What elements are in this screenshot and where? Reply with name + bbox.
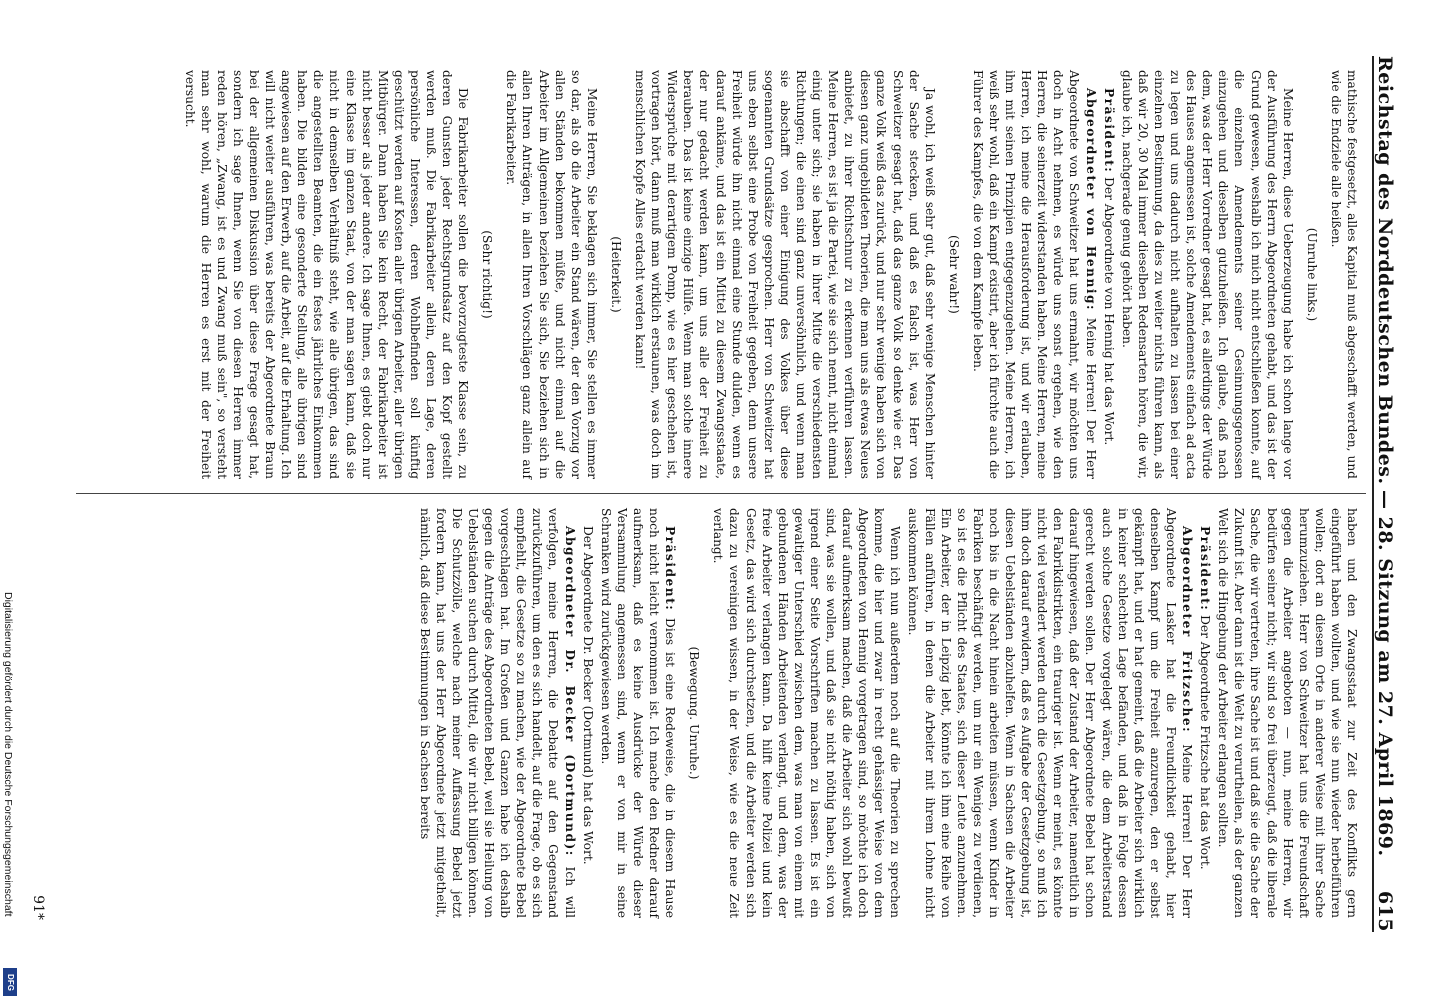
speaker-name: Präsident: [663,526,678,612]
speaker-name: Abgeordneter Dr. Becker (Dortmund): [562,526,577,857]
interjection: (Heiterkeit.) [608,236,623,313]
interjection: (Sehr wahr!) [946,235,961,314]
digitization-note: Digitalisierung gefördert durch die Deutsche Forschungsgemeinschaft [2,592,14,917]
page-number: 615 [1374,890,1396,932]
speech-paragraph [1197,508,1213,918]
speech-text: Der Abgeordnete von Hennig hat das Wort. [1101,177,1116,446]
speaker-name: Präsident: [1101,88,1116,174]
digitization-sidebar [0,0,20,1000]
text-columns [76,56,1366,932]
dfg-logo-text: DFG [5,973,15,991]
text-paragraph: Wenn ich nun außerdem noch auf die Theorien zu sprechen komme, die hier und zwar in recht gehässiger Weise von dem Abgeordneten von Hennig vorgetragen sind, so möchte ich doch darauf aufmerksam machen, daß die Arbeiter sich wohl bewußt sind, was sie wollen, und daß sie nicht nöthig haben, sich von irgend einer Seite Vorschriften machen zu lassen. Es ist ein gewaltiger Unterschied zwischen dem, was man von einem mit gebundenen Händen Arbeitenden verlangt, und dem, was der freie Arbeiter verlangen kann. Da hilft keine Polizei und kein Gesetz, das wird sich durchsetzen, und die Arbeiter werden sich dazu zu vereinigen wissen, in der Weise, wie es die neue Zeit verlangt. [711,508,903,918]
speech-paragraph [1101,70,1117,479]
signature-mark: 91* [30,895,46,920]
text-paragraph: haben und den Zwangsstaat zur Zeit des Konflikts gern eingeführt haben wollten, und wie sie nun wieder herbeiführen wollen; dort an diesem Orte in anderer Weise mit ihrer Sache herumzuziehen. Herr von Schweitzer hat uns die Freundschaft gegen die Arbeiter angeboten — nun, meine Herren, wir bedürfen seiner nicht; wir sind so frei überzeugt, daß die liberale Sache, die wir vertreten, ihre Sache ist und daß sie die Sache der Zukunft ist. Aber dann ist die Welt zu verurtheilen, als der ganzen Welt sich die Hingebung der Arbeiter erlangen sollten. [1216,508,1359,918]
interjection: (Sehr richtig!) [480,230,495,319]
right-column [76,494,1366,932]
speech-text: Ich will verfolgen, meine Herren, die Debatte auf den Gegenstand zurückzuführen, um den es sich handelt, auf die Frage, ob es sich empfiehlt, die Gesetze so zu machen, wie der Abgeordnete Bebel vorgeschlagen hat. Im Großen und Ganzen habe ich deshalb gegen die Anträge des Abgeordneten Bebel, weil sie Heilung von Uebelständen suchen durch Mittel, die wir nicht billigen können. Die Schutzzölle, welche nach meiner Auffassung Bebel jetzt fordern kann, hat uns der Herr Abgeordnete jetzt mitgetheilt, nämlich, daß diese Bestimmungen in Sachsen bereits [417,508,577,918]
speaker-name: Abgeordneter von Hennig: [1083,88,1098,311]
left-column [76,56,1366,494]
text-paragraph: Meine Herren, Sie beklagen sich immer, Sie stellen es immer so dar, als ob die Arbeiter ein Stand wären, der den Vorzug vor allen Ständen bekommen müßte, und nicht einmal auf die Arbeiter im Allgemeinen beziehen Sie sich, Sie beziehen sich in allen Ihren Anträgen, in allen Ihren Vorschlägen ganz allein auf die Fabrikarbeiter. [504,70,599,479]
speech-text: Der Abgeordnete Dr. Becker (Dortmund) hat das Wort. [580,526,595,865]
dfg-logo [3,968,17,996]
text-paragraph: Die Fabrikarbeiter sollen die bevorzugteste Klasse sein, zu deren Gunsten jeder Rechtsgrundsatz auf den Kopf gestellt werden muß. Die Fabrikarbeiter allein, deren Lage, deren persönliche Interessen, deren Wohlbefinden soll künftig geschützt werden auf Kosten aller übrigen Arbeiter, aller übrigen Mitbürger. Dann haben Sie kein Recht, der Fabrikarbeiter ist nicht besser als jeder andere. Ich sage Ihnen, es giebt doch nur eine Klasse im ganzen Staat, von der man sagen kann, daß sie nicht in demselben Verhältniß steht, wie alle übrigen, das sind die angestellten Beamten, die ein festes jährliches Einkommen haben. Die bilden eine gesonderte Stellung, alle übrigen sind angewiesen auf den Erwerb, auf die Arbeit, auf die Erhaltung. Ich will nicht weiter ausführen, was bereits der Abgeordnete Braun bei der allgemeinen Diskussion über diese Frage gesagt hat, sondern ich sage Ihnen, wenn Sie von diesen Herren immer reden hören, „Zwang, ist es und Zwang muß sein", so versteht man sehr wohl, warum die Herren es erst mit der Freiheit versucht. [182,70,471,479]
speech-text: Meine Herren! Der Herr Abgeordnete Lasker hat die Freundlichkeit gehabt, hier denselben Kampf um die Freiheit anzuregen, den er selbst gekämpft hat, und er hat gemeint, daß die Arbeiter sich wirklich in keiner schlechten Lage befänden, und daß in Folge dessen auch solche Gesetze vorgelegt wären, die dem Arbeiterstand gerecht werden sollen. Der Herr Abgeordnete Bebel hat schon darauf hingewiesen, daß der Zustand der Arbeiter, namentlich in den Fabrikdistrikten, ein trauriger ist. Wenn er meint, es könnte nicht viel verändert werden durch die Gesetzgebung, so muß ich ihm doch darauf erwidern, daß es Aufgabe der Gesetzgebung ist, diesen Uebelständen abzuhelfen. Wenn in Sachsen die Arbeiter noch bis in die Nacht hinein arbeiten müssen, wenn Kinder in Fabriken beschäftigt werden, um nur ein Weniges zu verdienen, so ist es die Pflicht des Staates, sich dieser Leute anzunehmen. Ein Arbeiter, der in Leipzig lebt, könnte ich ihm eine Reihe von Fällen anführen, in denen die Arbeiter mit ihrem Lohne nicht auskommen können. [906,508,1195,918]
text-paragraph: Meine Herren, diese Ueberzeugung habe ich schon lange vor der Ausführung des Herrn Abgeordneten gehabt, und das ist der Grund gewesen, weshalb ich mich nicht entschließen konnte, auf die einzelnen Amendements seiner Gesinnungsgenossen einzugehen und dieselben gutzuheißen. Ich glaube, daß nach dem, was der Herr Vorredner gesagt hat, es allerdings der Würde des Hauses angemessen ist, solche Amendements einfach ad acta zu legen und uns dadurch nicht aufhalten zu lassen bei einer einzelnen Bestimmung, da dies zu weiter nichts führen kann, als daß wir 20, 30 Mal immer dieselben Redensarten hören, die wir, glaube ich, nachgerade genug gehört haben. [1119,70,1295,479]
interjection: (Bewegung. Unruhe.) [687,646,702,780]
speech-paragraph [598,508,678,918]
speech-text: Der Abgeordnete Fritzsche hat das Wort. [1198,615,1213,870]
text-paragraph: Ja wohl, ich weiß sehr gut, daß sehr wenige Menschen hinter der Sache stecken, und daß es falsch ist, was Herr von Schweitzer gesagt hat, daß das ganze Volk so denke wie er. Das ganze Volk weiß das zurück, und nur sehr wenige haben sich von diesen ganz ungebildeten Theorien, die man uns als etwas Neues anbietet, zu ihrer Richtschnur zu erkennen verführen lassen. Meine Herren, es ist ja die Partei, wie sie sich nennt, nicht einmal einig unter sich; sie haben in ihrer Mitte die verschiedensten Richtungen; die einen sind ganz unversöhnlich, und wenn man sie abschafft von einer Einigung des Volkes über diese sogenannten Grundsätze gesprochen. Herr von Schweitzer hat uns eben selbst eine Probe von Freiheit gegeben, denn unsere Freiheit würde ihn nicht einmal eine Stunde dulden, wenn es darauf ankäme, und das ist ein Mittel zu diesem Zwangsstaate, der nur gedacht werden kann, um uns alle der Freiheit zu berauben. Das ist keine einzige Hülfe. Wenn man solche innere Widersprüche mit derartigem Pomp, wie es hier geschehen ist, vortragen hört, dann muß man wirklich erstaunen, was doch im menschlichen Kopfe Alles erdacht werden kann! [633,70,937,479]
speech-paragraph [580,508,596,918]
header-title: Reichstag des Norddeutschen Bundes. [1374,56,1396,485]
speech-paragraph [417,508,578,918]
running-header [1372,56,1412,932]
speaker-name: Präsident: [1198,526,1213,612]
speech-text: Meine Herren! Der Herr Abgeordnete von Schweitzer hat uns ermahnt, wir möchten uns doch in Acht nehmen, es würde uns sonst ergehen, wie den Herren, die seinerzeit widerstanden haben. Meine Herren, meine Herren, ich meine die Herausforderung ist, und wir erlauben, ihm mit seinen Prinzipien entgegenzugehen. Meine Herren, ich weiß sehr wohl, daß ein Kampf existirt, aber ich fürchte auch die Führer des Kampfes, die von dem Kampfe leben. [970,70,1098,480]
speech-paragraph [905,508,1195,918]
speech-paragraph [970,70,1099,479]
speech-text: Dies ist eine Redeweise, die in diesem Hause noch nicht leicht vernommen ist. Ich mache den Redner darauf aufmerksam, daß es keine Ausdrücke der Würde dieser Versammlung angemessen sind, wenn er von mir in seine Schranken wird zurückgewiesen werden. [598,508,678,919]
speaker-name: Abgeordneter Fritzsche: [1180,526,1195,734]
text-paragraph: mathische festgesetzt, alles Kapital muß abgeschafft werden, und wie die Endziele alle heißen. [1328,70,1359,479]
header-session: — 28. Sitzung am 27. April 1869. [1374,490,1396,857]
interjection: (Unruhe links.) [1304,227,1319,322]
